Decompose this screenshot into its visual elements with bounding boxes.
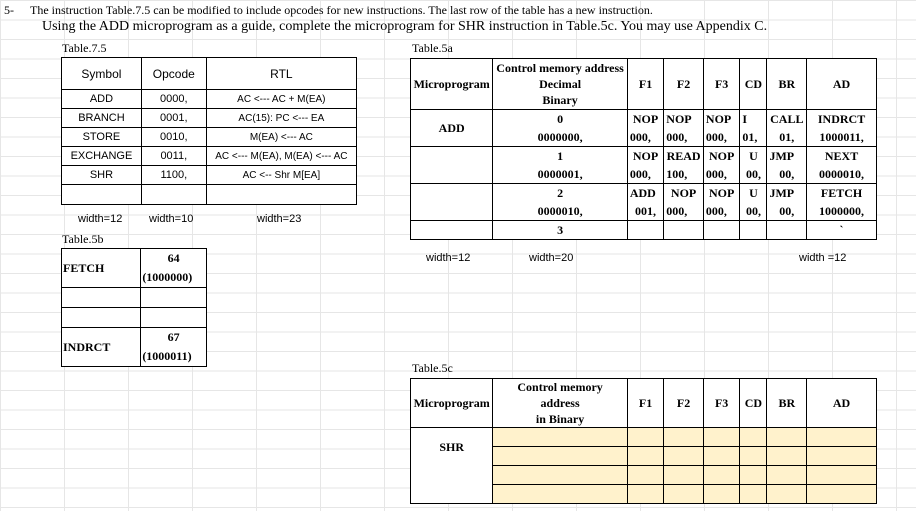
answer-cell[interactable] — [767, 447, 807, 466]
table-row — [62, 90, 357, 109]
cell-f2: NOP — [664, 110, 704, 129]
cell-ad: FETCH — [807, 184, 877, 203]
answer-cell[interactable] — [627, 428, 663, 447]
cell-f1-bin: 000, — [627, 128, 663, 147]
cell-f2: READ — [664, 147, 704, 166]
table-row — [411, 147, 877, 166]
answer-cell[interactable] — [740, 447, 767, 466]
header-cma-line2: Decimal — [539, 77, 582, 91]
width-label-address: width=20 — [529, 252, 574, 264]
header-f2: F2 — [664, 59, 704, 110]
answer-cell[interactable] — [703, 447, 739, 466]
cell-symbol: SHR — [62, 166, 142, 185]
header-f1: F1 — [627, 59, 663, 110]
answer-cell[interactable] — [627, 485, 663, 504]
table-row — [411, 184, 877, 203]
cell-symbol: STORE — [62, 128, 142, 147]
cell-binary: 0000001, — [493, 165, 627, 184]
cell-f3: NOP — [703, 184, 739, 203]
cell-ad: ` — [807, 221, 877, 240]
header-f3: F3 — [703, 59, 739, 110]
cell-symbol: EXCHANGE — [62, 147, 142, 166]
header-cma-line1: Control memory address — [496, 61, 624, 75]
cell-decimal: 0 — [493, 110, 627, 129]
header-cma-line2: address — [540, 396, 580, 410]
table-row — [62, 147, 357, 166]
answer-cell[interactable] — [627, 447, 663, 466]
answer-cell[interactable] — [664, 485, 704, 504]
cell-binary: 0000010, — [493, 202, 627, 221]
cell-f3-bin: 000, — [703, 165, 739, 184]
width-label-rtl: width=23 — [257, 213, 302, 225]
table-row — [411, 165, 877, 184]
table-row — [411, 202, 877, 221]
answer-cell[interactable] — [703, 466, 739, 485]
answer-cell[interactable] — [703, 485, 739, 504]
header-microprogram: Microprogram — [411, 379, 493, 428]
fetch-binary: (1000000) — [141, 268, 207, 288]
cell-cd: I — [740, 110, 767, 129]
cell-f1: ADD — [627, 184, 663, 203]
cell-f3: NOP — [703, 110, 739, 129]
cell-symbol: ADD — [62, 90, 142, 109]
cell-ad-bin: 1000000, — [807, 202, 877, 221]
cell-ad: NEXT — [807, 147, 877, 166]
cell-ad-bin: 1000011, — [807, 128, 877, 147]
cell-br-bin: 01, — [767, 128, 807, 147]
cell-br-bin: 00, — [767, 202, 807, 221]
cell-ad: INDRCT — [807, 110, 877, 129]
header-cma-line3: in Binary — [535, 412, 585, 426]
indrct-binary: (1000011) — [141, 347, 207, 367]
cell-f1: NOP — [627, 147, 663, 166]
shr-label: SHR — [411, 428, 493, 504]
header-br: BR — [767, 59, 807, 110]
table5a-caption: Table.5a — [412, 41, 453, 55]
header-microprogram: Microprogram — [411, 59, 493, 110]
cell-cd: U — [740, 147, 767, 166]
table-row — [411, 110, 877, 129]
cell-cd: U — [740, 184, 767, 203]
answer-cell[interactable] — [493, 428, 627, 447]
cell-br: CALL — [767, 110, 807, 129]
table-5a — [410, 58, 877, 240]
cell-opcode: 0010, — [141, 128, 206, 147]
header-opcode: Opcode — [141, 58, 206, 90]
answer-cell[interactable] — [740, 485, 767, 504]
cell-br-bin: 00, — [767, 165, 807, 184]
header-control-memory-address — [493, 59, 627, 110]
table-row — [62, 166, 357, 185]
answer-cell[interactable] — [767, 485, 807, 504]
fetch-label: FETCH — [62, 249, 141, 288]
cell-cd-bin: 00, — [740, 165, 767, 184]
answer-cell[interactable] — [740, 466, 767, 485]
cell-f2-bin: 100, — [664, 165, 704, 184]
width-label-microprogram: width=12 — [426, 252, 471, 264]
width-label-opcode: width=10 — [149, 213, 194, 225]
cell-rtl: M(EA) <--- AC — [206, 128, 356, 147]
cell-binary: 0000000, — [493, 128, 627, 147]
cell-f2: NOP — [664, 184, 704, 203]
cell-rtl: AC <--- M(EA), M(EA) <--- AC — [206, 147, 356, 166]
header-cd: CD — [740, 379, 767, 428]
cell-decimal: 3 — [493, 221, 627, 240]
cell-rtl: AC(15): PC <--- EA — [206, 109, 356, 128]
answer-cell[interactable] — [493, 466, 627, 485]
answer-cell[interactable] — [664, 466, 704, 485]
table-row-empty — [62, 185, 357, 205]
answer-cell[interactable] — [807, 447, 877, 466]
table-row — [411, 221, 877, 240]
cell-f2-bin: 000, — [664, 202, 704, 221]
indrct-address: 67 — [141, 328, 207, 348]
table-row — [62, 128, 357, 147]
cell-br: JMP — [767, 184, 807, 203]
answer-cell[interactable] — [664, 428, 704, 447]
answer-cell[interactable] — [627, 466, 663, 485]
answer-cell[interactable] — [493, 485, 627, 504]
cell-rtl: AC <--- AC + M(EA) — [206, 90, 356, 109]
table-row — [411, 428, 877, 447]
header-control-memory-address — [493, 379, 627, 428]
cell-symbol: BRANCH — [62, 109, 142, 128]
cell-opcode: 1100, — [141, 166, 206, 185]
table-5c — [410, 378, 877, 504]
header-br: BR — [767, 379, 807, 428]
header-f2: F2 — [664, 379, 704, 428]
header-f3: F3 — [703, 379, 739, 428]
table-7-5 — [61, 57, 357, 205]
cell-f1: NOP — [627, 110, 663, 129]
table-row — [62, 109, 357, 128]
header-ad: AD — [807, 379, 877, 428]
cell-opcode: 0001, — [141, 109, 206, 128]
answer-cell[interactable] — [767, 428, 807, 447]
header-rtl: RTL — [206, 58, 356, 90]
add-label: ADD — [411, 110, 493, 147]
table5c-caption: Table.5c — [412, 361, 453, 375]
fetch-address: 64 — [141, 249, 207, 269]
header-cma-line3: Binary — [542, 93, 578, 107]
width-label-ad: width =12 — [799, 252, 847, 264]
width-label-symbol: width=12 — [78, 213, 123, 225]
table75-caption: Table.7.5 — [62, 41, 107, 55]
header-ad: AD — [807, 59, 877, 110]
cell-opcode: 0000, — [141, 90, 206, 109]
cell-f3: NOP — [703, 147, 739, 166]
cell-cd-bin: 00, — [740, 202, 767, 221]
cell-decimal: 2 — [493, 184, 627, 203]
question-number: 5- — [4, 3, 14, 17]
answer-cell[interactable] — [493, 447, 627, 466]
cell-rtl: AC <-- Shr M[EA] — [206, 166, 356, 185]
cell-cd-bin: 01, — [740, 128, 767, 147]
answer-cell[interactable] — [740, 428, 767, 447]
question-line-2: Using the ADD microprogram as a guide, complete the microprogram for SHR instruction in Table.5c. You may use Appendix C. — [42, 19, 768, 34]
cell-f3-bin: 000, — [703, 202, 739, 221]
header-symbol: Symbol — [62, 58, 142, 90]
table-5b — [61, 248, 207, 367]
header-cma-line1: Control memory — [517, 380, 603, 394]
answer-cell[interactable] — [807, 485, 877, 504]
cell-ad-bin: 0000010, — [807, 165, 877, 184]
answer-cell[interactable] — [703, 428, 739, 447]
cell-f1-bin: 001, — [627, 202, 663, 221]
cell-br: JMP — [767, 147, 807, 166]
answer-cell[interactable] — [767, 466, 807, 485]
table5b-caption: Table.5b — [62, 232, 104, 246]
answer-cell[interactable] — [664, 447, 704, 466]
header-cd: CD — [740, 59, 767, 110]
cell-f2-bin: 000, — [664, 128, 704, 147]
cell-f1-bin: 000, — [627, 165, 663, 184]
question-line-1: The instruction Table.7.5 can be modified to include opcodes for new instructions. The last row of the table has a new instruction. — [30, 3, 653, 17]
answer-cell[interactable] — [807, 428, 877, 447]
answer-cell[interactable] — [807, 466, 877, 485]
header-f1: F1 — [627, 379, 663, 428]
indrct-label: INDRCT — [62, 328, 141, 367]
cell-opcode: 0011, — [141, 147, 206, 166]
cell-f3-bin: 000, — [703, 128, 739, 147]
cell-decimal: 1 — [493, 147, 627, 166]
